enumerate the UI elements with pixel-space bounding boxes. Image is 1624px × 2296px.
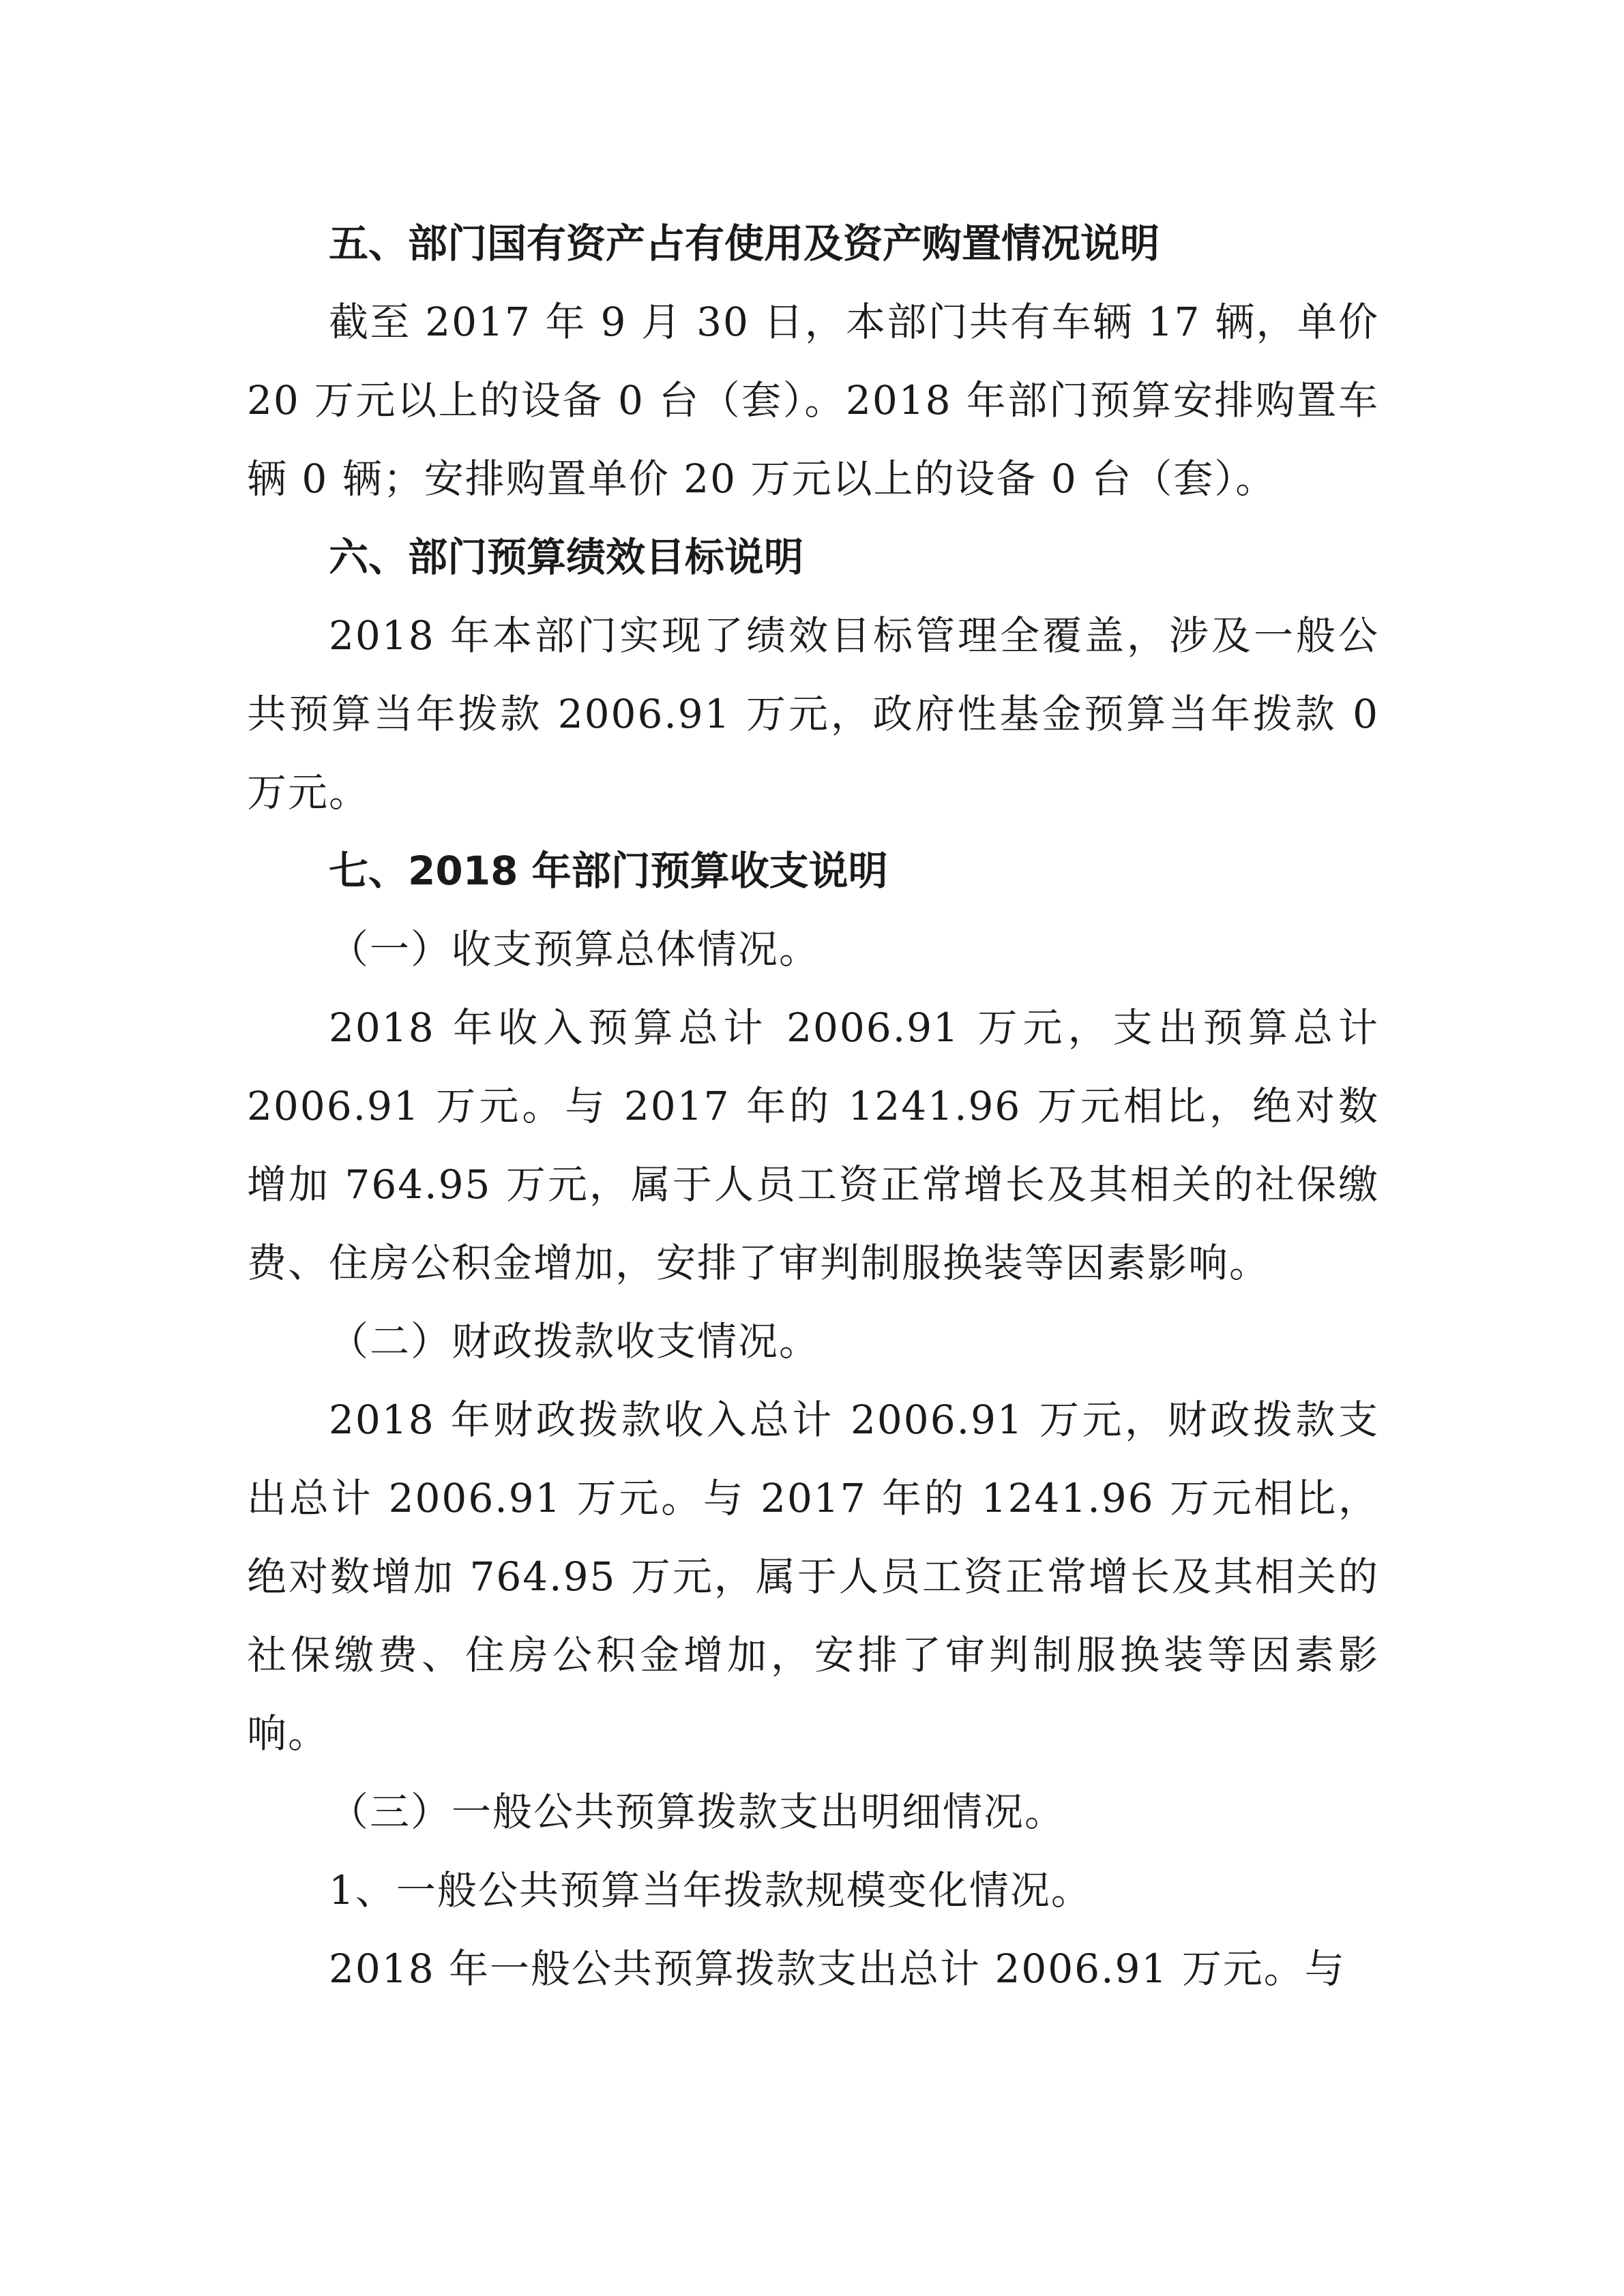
section-7-1-heading: （一）收支预算总体情况。 <box>329 926 821 972</box>
section-6-paragraph: 2018 年本部门实现了绩效目标管理全覆盖，涉及一般公共预算当年拨款 2006.91 万元，政府性基金预算当年拨款 0 万元。 <box>247 612 1379 816</box>
section-7-1-paragraph: 2018 年收入预算总计 2006.91 万元，支出预算总计 2006.91 万元。与 2017 年的 1241.96 万元相比，绝对数增加 764.95 万元，属于人员工资正常增长及其相关的社保缴费、住房公积金增加，安排了审判制服换装等因素影响。 <box>247 1004 1379 1286</box>
section-5-heading: 五、部门国有资产占有使用及资产购置情况说明 <box>329 220 1160 267</box>
document-body <box>247 205 1379 2008</box>
section-5-paragraph: 截至 2017 年 9 月 30 日，本部门共有车辆 17 辆，单价 20 万元以上的设备 0 台（套）。2018 年部门预算安排购置车辆 0 辆；安排购置单价 20 万元以上的设备 0 台（套）。 <box>247 299 1379 502</box>
section-7-heading: 七、2018 年部门预算收支说明 <box>329 848 888 894</box>
section-7-3-1-paragraph: 2018 年一般公共预算拨款支出总计 2006.91 万元。与 <box>329 1945 1346 1992</box>
section-7-3-heading: （三）一般公共预算拨款支出明细情况。 <box>329 1789 1066 1835</box>
section-7-2-paragraph: 2018 年财政拨款收入总计 2006.91 万元，财政拨款支出总计 2006.91 万元。与 2017 年的 1241.96 万元相比，绝对数增加 764.95 万元，属于人员工资正常增长及其相关的社保缴费、住房公积金增加，安排了审判制服换装等因素影响。 <box>247 1397 1379 1757</box>
section-7-3-1-heading: 1、一般公共预算当年拨款规模变化情况。 <box>329 1867 1092 1913</box>
section-6-heading: 六、部门预算绩效目标说明 <box>329 534 804 580</box>
section-7-2-heading: （二）财政拨款收支情况。 <box>329 1318 821 1365</box>
